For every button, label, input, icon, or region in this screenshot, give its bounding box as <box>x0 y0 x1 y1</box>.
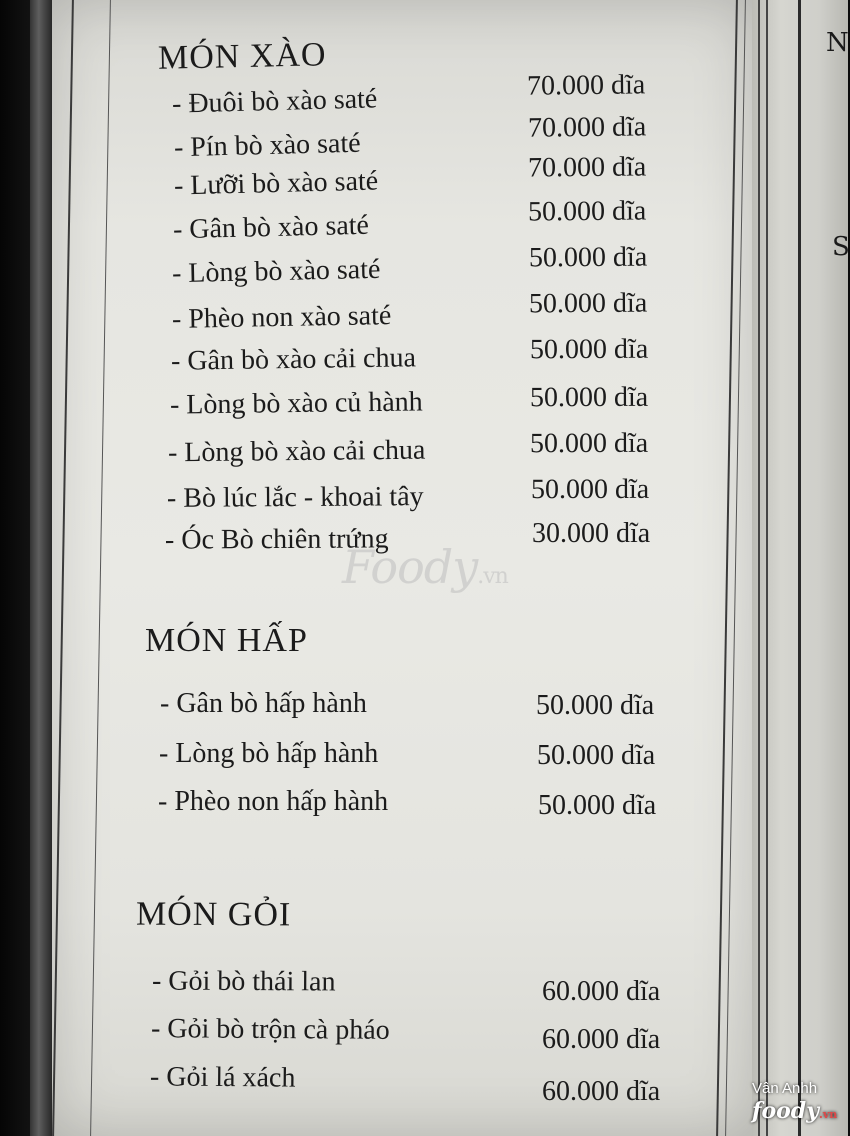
menu-item-name: - Bò lúc lắc - khoai tây <box>166 481 424 514</box>
menu-item-name: - Gân bò xào saté <box>172 209 370 246</box>
menu-item-name: - Gỏi bò thái lan <box>151 965 336 998</box>
menu-item-price: 70.000 dĩa <box>526 69 646 102</box>
menu-item-price: 50.000 dĩa <box>527 195 647 228</box>
menu-item-price: 30.000 dĩa <box>532 518 651 549</box>
menu-item-price: 60.000 dĩa <box>542 1076 661 1107</box>
next-page-letter: N <box>826 28 849 58</box>
menu-item-price: 50.000 dĩa <box>530 473 650 506</box>
menu-item-price: 50.000 dĩa <box>529 333 649 366</box>
menu-item-price: 60.000 dĩa <box>542 1024 661 1055</box>
menu-item-name: - Gỏi lá xách <box>149 1061 296 1094</box>
section-title-mon-hap: MÓN HẤP <box>145 622 308 659</box>
photo-credit-author: Vân Anhh <box>752 1080 818 1097</box>
foody-logo <box>752 1098 837 1124</box>
watermark-brand: Foody <box>342 540 478 594</box>
menu-item-name: - Gân bò hấp hành <box>160 688 367 719</box>
watermark-suffix: .vn <box>477 564 508 589</box>
menu-item-price: 70.000 dĩa <box>527 151 647 184</box>
menu-item-name: - Đuôi bò xào saté <box>171 83 378 120</box>
menu-item-price: 50.000 dĩa <box>529 427 649 460</box>
menu-item-price: 50.000 dĩa <box>528 241 648 274</box>
menu-item-name: - Phèo non hấp hành <box>158 786 389 817</box>
menu-item-name: - Lòng bò xào cải chua <box>167 434 426 469</box>
menu-item-price: 50.000 dĩa <box>538 790 657 821</box>
next-page-letter: S <box>832 232 850 262</box>
menu-item-price: 50.000 dĩa <box>536 690 655 721</box>
menu-item-price: 70.000 dĩa <box>527 111 647 144</box>
section-title-mon-goi: MÓN GỎI <box>135 895 292 934</box>
menu-item-name: - Gỏi bò trộn cà pháo <box>150 1013 390 1046</box>
menu-item-name: - Lòng bò xào saté <box>171 253 381 290</box>
menu-item-name: - Lòng bò hấp hành <box>159 738 379 769</box>
menu-item-name: - Óc Bò chiên trứng <box>164 523 389 556</box>
foody-watermark <box>342 540 508 594</box>
menu-item-name: - Gân bò xào cải chua <box>170 342 417 377</box>
menu-item-name: - Lòng bò xào củ hành <box>169 386 423 421</box>
section-title-mon-xao: MÓN XÀO <box>157 36 327 77</box>
menu-item-price: 60.000 dĩa <box>542 976 661 1007</box>
menu-item-name: - Phèo non xào saté <box>171 300 392 335</box>
credit-brand: foody <box>752 1098 819 1124</box>
menu-item-name: - Pín bò xào saté <box>173 127 361 164</box>
menu-item-price: 50.000 dĩa <box>528 287 648 320</box>
menu-item-name: - Lưỡi bò xào saté <box>173 165 379 202</box>
credit-suffix: .vn <box>818 1108 838 1121</box>
menu-item-price: 50.000 dĩa <box>537 740 656 771</box>
menu-item-price: 50.000 dĩa <box>529 381 649 414</box>
